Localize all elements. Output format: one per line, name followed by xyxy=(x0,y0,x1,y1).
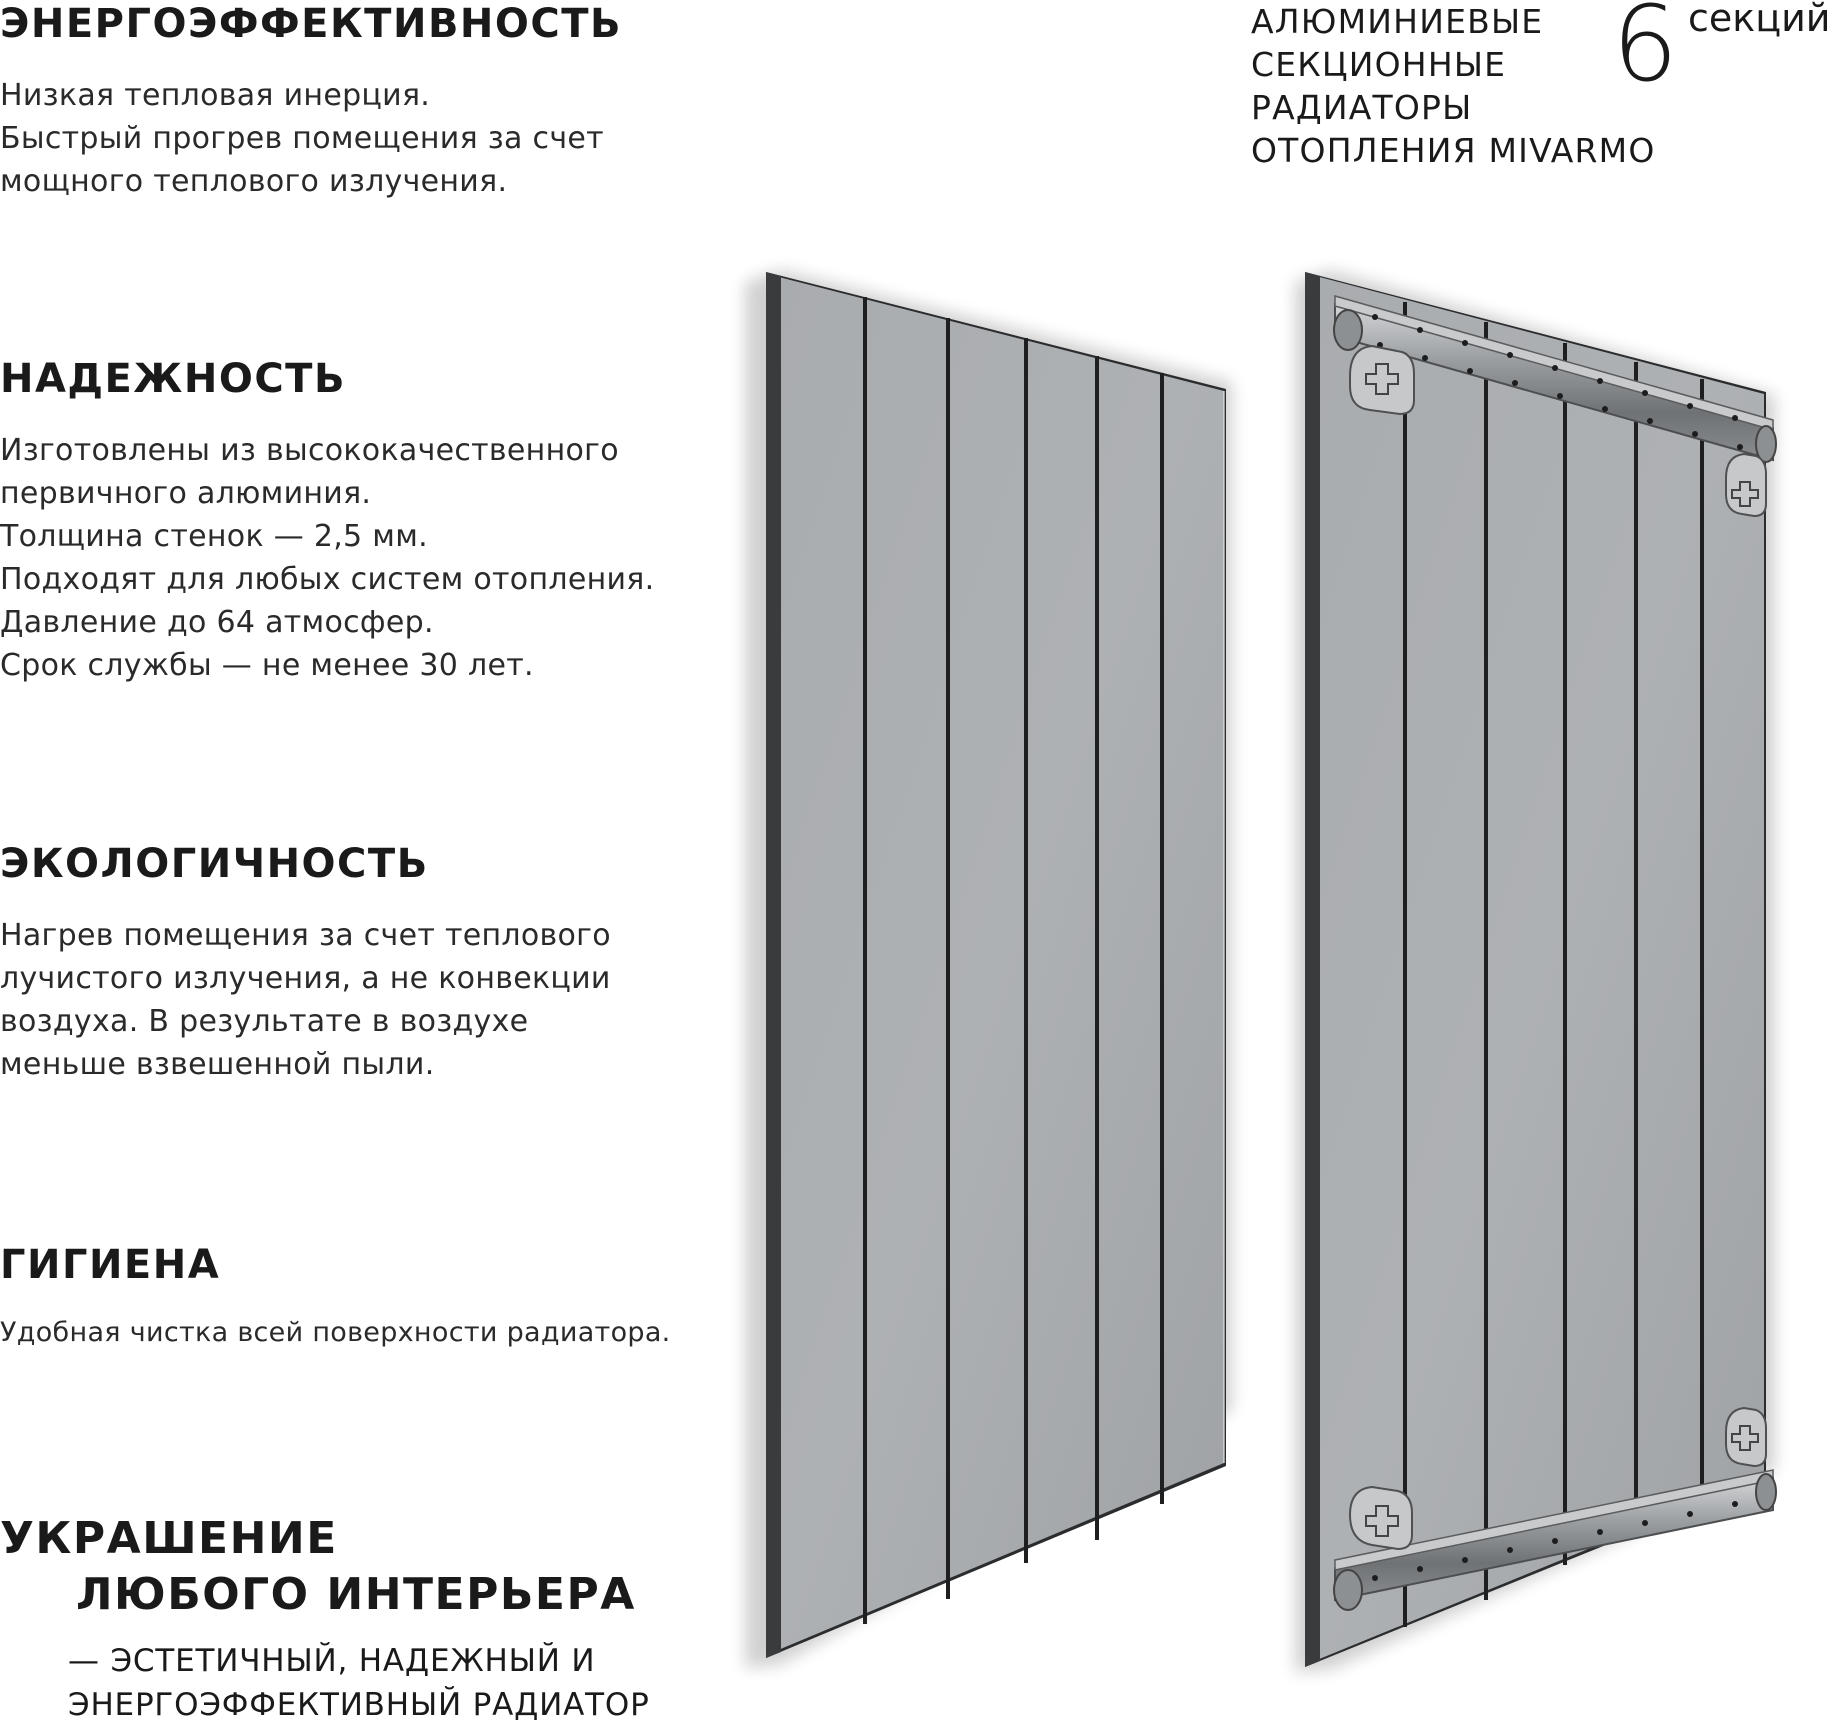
top-bracket-right xyxy=(1726,454,1766,516)
product-title-line: АЛЮМИНИЕВЫЕ xyxy=(1251,2,1544,41)
feature-title: НАДЕЖНОСТЬ xyxy=(0,356,346,402)
feature-title: ЭНЕРГОЭФФЕКТИВНОСТЬ xyxy=(0,1,623,47)
feature-text-line: Изготовлены из высококачественного xyxy=(0,433,619,468)
feature-text-line: воздуха. В результате в воздухе xyxy=(0,1004,529,1039)
feature-text-line: Срок службы — не менее 30 лет. xyxy=(0,648,534,683)
feature-text-line: лучистого излучения, а не конвекции xyxy=(0,961,611,996)
feature-text-line: меньше взвешенной пыли. xyxy=(0,1047,435,1082)
product-title-line: СЕКЦИОННЫЕ xyxy=(1251,45,1507,84)
top-bracket-left xyxy=(1350,346,1414,414)
feature-text-line: Давление до 64 атмосфер. xyxy=(0,605,434,640)
feature-text-line: Нагрев помещения за счет теплового xyxy=(0,918,611,953)
feature-text-line: первичного алюминия. xyxy=(0,476,372,511)
bottom-bracket-left xyxy=(1350,1487,1412,1549)
feature-text-line: Подходят для любых систем отопления. xyxy=(0,562,655,597)
bottom-bracket-right xyxy=(1726,1408,1766,1466)
section-count-unit: секций xyxy=(1688,0,1831,40)
feature-title: ЭКОЛОГИЧНОСТЬ xyxy=(0,841,429,887)
radiator-back-view xyxy=(1295,270,1776,1672)
feature-text-line: Низкая тепловая инерция. xyxy=(0,78,431,113)
decor-title-line: УКРАШЕНИЕ xyxy=(0,1513,338,1564)
product-title-line: РАДИАТОРЫ xyxy=(1251,88,1473,127)
radiator-front-view xyxy=(745,270,1232,1668)
product-title-line: ОТОПЛЕНИЯ MIVARMO xyxy=(1251,131,1656,170)
section-count: 6 xyxy=(1612,0,1679,105)
decor-title-line: ЛЮБОГО ИНТЕРЬЕРА xyxy=(76,1569,636,1620)
feature-text-line: Толщина стенок — 2,5 мм. xyxy=(0,519,428,554)
feature-text-line: Удобная чистка всей поверхности радиатора. xyxy=(0,1317,671,1348)
decor-subtitle-line: ЭНЕРГОЭФФЕКТИВНЫЙ РАДИАТОР xyxy=(68,1687,650,1723)
decor-subtitle-line: — ЭСТЕТИЧНЫЙ, НАДЕЖНЫЙ И xyxy=(68,1643,596,1679)
feature-title: ГИГИЕНА xyxy=(0,1242,221,1288)
feature-text-line: мощного теплового излучения. xyxy=(0,164,508,199)
feature-text-line: Быстрый прогрев помещения за счет xyxy=(0,121,604,156)
